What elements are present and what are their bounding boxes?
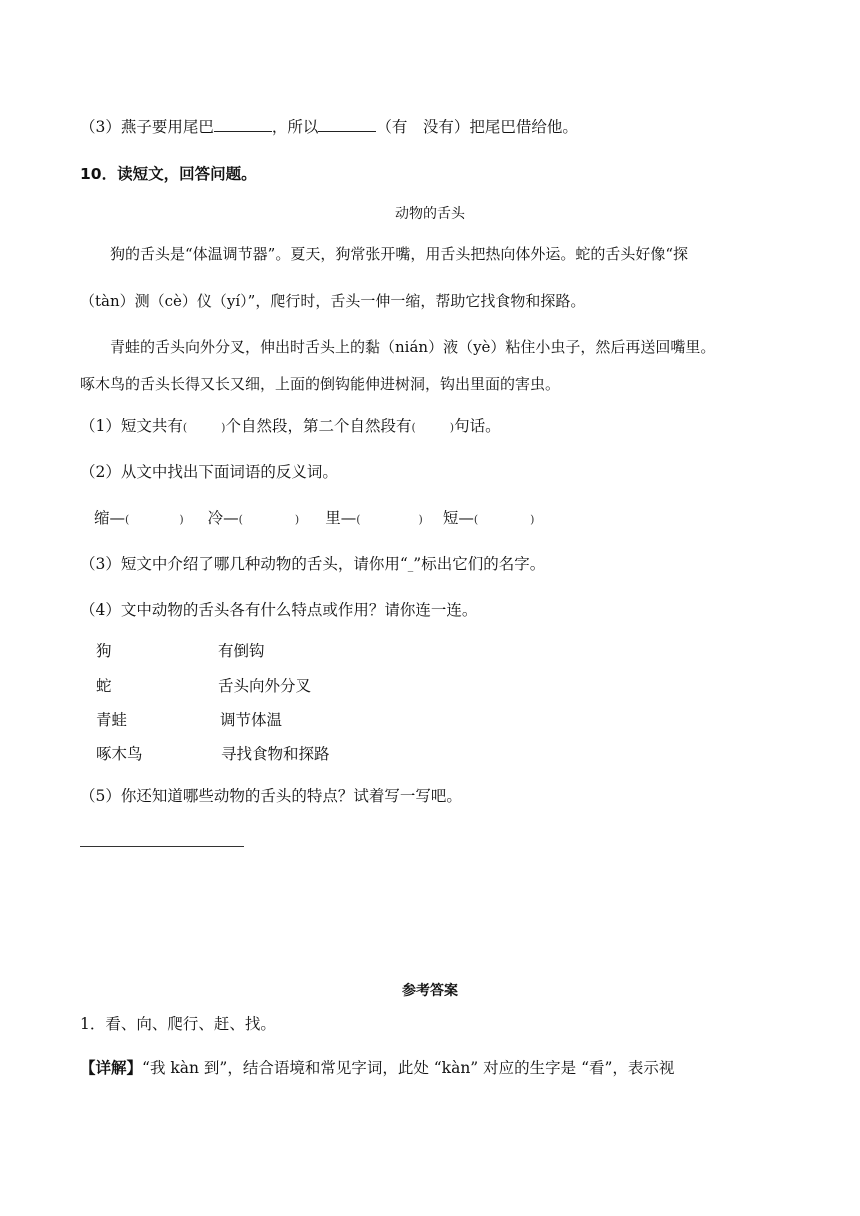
match-animal[interactable]: 狗: [96, 642, 112, 660]
q10-heading: 10．读短文，回答问题。: [80, 165, 257, 183]
antonym-pair: [208, 509, 300, 527]
sub1-text-a: （1）短文共有: [80, 417, 183, 435]
sub3-text-b: ”标出它们的名字。: [413, 555, 546, 573]
q10-sub2-pairs: [94, 507, 534, 531]
match-trait[interactable]: 舌头向外分叉: [218, 677, 312, 695]
passage-p1-line1: 狗的舌头是“体温调节器”。夏天，狗常张开嘴，用舌头把热向体外运。蛇的舌头好像“探: [110, 245, 689, 263]
paren-open: (: [473, 513, 479, 526]
antonym-word: 里—: [325, 509, 357, 527]
q10-sub2-prompt: （2）从文中找出下面词语的反义词。: [80, 463, 338, 481]
sub1-text-b: 个自然段，第二个自然段有: [225, 417, 412, 435]
paren-close: ): [294, 513, 300, 526]
match-animal[interactable]: 啄木鸟: [96, 745, 143, 763]
paren-open: (: [125, 513, 130, 526]
q9-part3-options: （有 没有）把尾巴借给他。: [376, 118, 578, 136]
sub1-paren-open-2: (: [411, 421, 416, 434]
q9-part3-line: [80, 116, 578, 138]
q10-sub3: [80, 553, 545, 577]
passage-p1-line2: （tàn）测（cè）仪（yí）”，爬行时，舌头一伸一缩，帮助它找食物和探路。: [80, 292, 586, 310]
paren-open: (: [356, 513, 361, 526]
match-trait[interactable]: 寻找食物和探路: [221, 745, 330, 763]
answer-1-detail: [80, 1057, 674, 1079]
q10-sub4-prompt: （4）文中动物的舌头各有什么特点或作用？请你连一连。: [80, 601, 478, 619]
q10-sub5-prompt: （5）你还知道哪些动物的舌头的特点？试着写一写吧。: [80, 787, 462, 805]
sub1-paren-close-1: ): [221, 421, 226, 434]
q9-answer-blank-1[interactable]: [214, 117, 272, 132]
passage-p2-line1: 青蛙的舌头向外分叉，伸出时舌头上的黏（nián）液（yè）粘住小虫子，然后再送回嘴里。: [110, 338, 716, 356]
paren-close: ): [418, 513, 423, 526]
antonym-word: 冷—: [207, 509, 239, 527]
match-trait[interactable]: 有倒钩: [218, 642, 265, 660]
antonym-word: 缩—: [94, 509, 126, 527]
antonym-word: 短—: [442, 509, 474, 527]
antonym-pair: [443, 509, 535, 527]
match-trait[interactable]: 调节体温: [220, 711, 283, 729]
match-animal[interactable]: 蛇: [96, 677, 112, 695]
antonym-pair: [325, 509, 423, 527]
answers-heading: 参考答案: [402, 983, 458, 999]
passage-p2-line2: 啄木鸟的舌头长得又长又细，上面的倒钩能伸进树洞，钩出里面的害虫。: [80, 375, 561, 393]
sub1-paren-open-1: (: [182, 421, 188, 434]
paren-open: (: [238, 513, 243, 526]
passage-title: 动物的舌头: [395, 206, 465, 222]
detail-tag: 【详解】: [80, 1058, 143, 1077]
antonym-pair: [94, 509, 184, 527]
answer-1: 1．看、向、爬行、赶、找。: [80, 1015, 276, 1033]
sub1-text-c: 句话。: [454, 417, 501, 435]
q10-sub1: [80, 415, 501, 439]
paren-close: ): [530, 513, 535, 526]
answer-writing-line[interactable]: [80, 846, 244, 847]
underline-mark: _: [407, 559, 414, 572]
detail-text: “我 kàn 到”，结合语境和常见字词，此处 “kàn” 对应的生字是 “看”，表示视: [142, 1059, 675, 1077]
q9-answer-blank-2[interactable]: [318, 117, 376, 132]
match-animal[interactable]: 青蛙: [96, 711, 128, 729]
sub3-text-a: （3）短文中介绍了哪几种动物的舌头，请你用“: [80, 555, 408, 573]
paren-close: ): [179, 513, 184, 526]
q9-part3-label: （3）燕子要用尾巴: [80, 118, 214, 136]
q9-part3-mid: ，所以: [271, 118, 319, 136]
sub1-paren-close-2: ): [449, 421, 455, 434]
